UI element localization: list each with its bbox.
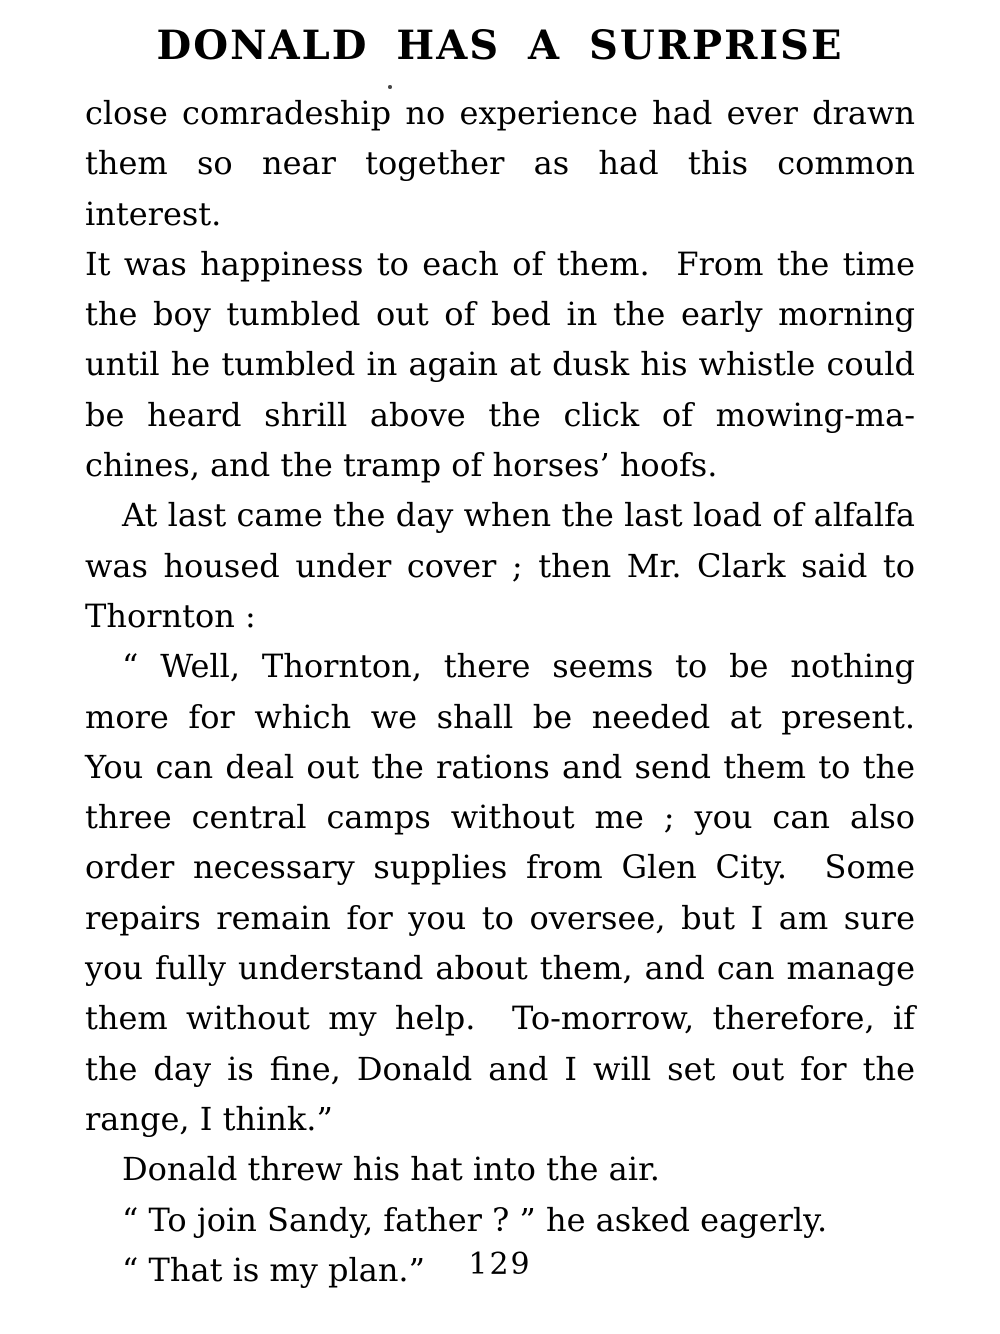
- text-line: You can deal out the rations and send them to the: [85, 747, 915, 786]
- text-line: was housed under cover ; then Mr. Clark said to: [85, 546, 915, 585]
- paragraph: [85, 1144, 915, 1194]
- text-line: three central camps without me ; you can also: [85, 798, 915, 837]
- text-line: until he tumbled in again at dusk his whistle could: [85, 345, 915, 384]
- text-line: “ That is my plan.”: [122, 1250, 425, 1289]
- text-line: “ Well, Thornton, there seems to be nothing: [122, 647, 915, 686]
- text-line: more for which we shall be needed at present.: [85, 697, 915, 736]
- text-line: close comradeship no experience had ever drawn: [85, 94, 915, 132]
- paragraph: [85, 490, 915, 641]
- text-line: you fully understand about them, and can manage: [85, 949, 915, 988]
- chapter-title: DONALD HAS A SURPRISE: [156, 22, 844, 69]
- paragraph: [85, 1195, 915, 1245]
- page-number: 129: [468, 1247, 532, 1282]
- text-line: be heard shrill above the click of mowing-ma-: [85, 395, 915, 434]
- text-line: It was happiness to each of them. From the time: [85, 244, 915, 283]
- text-line: range, I think.”: [85, 1099, 333, 1138]
- text-line: Thornton :: [85, 596, 256, 635]
- text-line: repairs remain for you to oversee, but I am sure: [85, 898, 915, 937]
- text-line: them without my help. To-morrow, therefore, if: [85, 999, 915, 1038]
- text-line: the boy tumbled out of bed in the early morning: [85, 295, 915, 334]
- text-line: them so near together as had this common interest.: [85, 144, 926, 233]
- text-line: chines, and the tramp of horses’ hoofs.: [85, 446, 718, 485]
- text-line: Donald threw his hat into the air.: [122, 1150, 660, 1189]
- text-line: order necessary supplies from Glen City. Some: [85, 848, 915, 887]
- text-line: the day is fine, Donald and I will set out for the: [85, 1049, 915, 1088]
- paragraph: [85, 88, 926, 490]
- paragraph: [85, 641, 915, 1144]
- text-block: [85, 88, 926, 1295]
- text-line: At last came the day when the last load of alfalfa: [122, 496, 915, 535]
- text-line: “ To join Sandy, father ? ” he asked eagerly.: [122, 1200, 828, 1239]
